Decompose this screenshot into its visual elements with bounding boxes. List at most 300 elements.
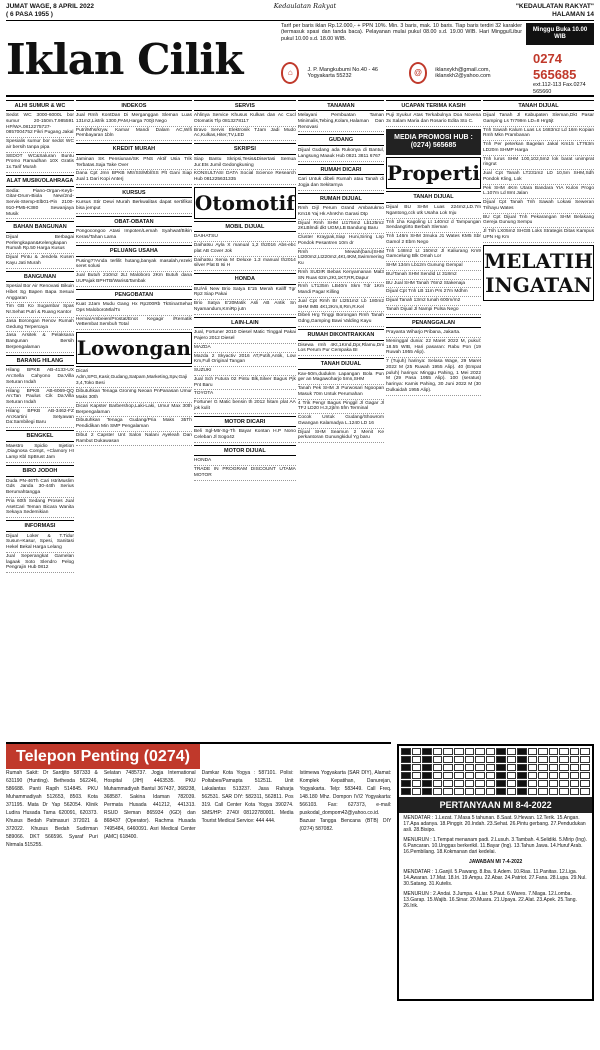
telepon-col: Rumah Sakit: Dr Sardjito 587333 & 631190 (Hunting). Bethesda 562246, 586688. Panti Rapih 514845. PKU Muhammadiyah 512653, 8503. Kota 371195. Mata Dr Yap 562054. Klinik Ludira Husada Tama 620091, 620373. Khusus Bedah Patmasuri 372021 & 372022. Khusus Bedah Sudirman 589066. DKT 566596. Syaraf Puri Nirmala 515255. xyxy=(6,769,98,848)
section-heading: MOTOR DICARI xyxy=(194,418,296,428)
crossword-cell xyxy=(570,764,580,771)
classified-section xyxy=(6,430,74,463)
classified-ad: Tnh 1ha Kagoling Lt 140m2 d Tampungan Sendangtirto Berbah Sleman xyxy=(386,219,481,234)
phone-ext: ext.112-113 Fax.0274 565660 xyxy=(533,82,586,95)
classified-ad: Meninggal dunia: 22 Maret 2022 M, pukul: 18.55 WIB, Hari pasaran: Rabu Pon (19 Ruwah 1955 Alip). xyxy=(386,338,481,358)
crossword-cell xyxy=(559,756,569,763)
classified-ad: Dijual Cpt Tanah Tnh Sawah Lokasi Seweran Trihayu Wates xyxy=(483,199,594,214)
classified-ad: SEDOT WC&Saluran Buntu Promo Ramadhan 10X Gratis 1x.Tarif Murah xyxy=(6,153,74,173)
classified-ad: Tnh lurus SHM 100,102,5m2 lok barat unimprat ringrut xyxy=(483,156,594,171)
classified-ad: Kursus Stir Dewi Murah Berkwalitas dapat sertifikat bisa jemput xyxy=(76,199,192,214)
classified-ad: Pongocongoo Atasi Impoten/Lemah Syahwat/Bikin Keras/Tahan Lama xyxy=(76,228,192,243)
classified-section xyxy=(6,221,74,268)
classified-ad: Rmh Dijl Perum Grand Ambarukmo Km16 Yaj Hk AhnKhn Garasi Dtp xyxy=(298,205,384,220)
issue-date: JUMAT WAGE, 8 APRIL 2022 xyxy=(6,3,95,10)
classified-section xyxy=(6,355,74,428)
section-heading: MOBIL DIJUAL xyxy=(194,223,296,233)
crossword-cell xyxy=(517,772,527,779)
classified-ad: Daihatsu Xenia M Deluxe 1.3 manual th2014 silver Plat B Isi H xyxy=(194,257,296,272)
classified-ad: TRADE IN PROGRAM DISCOUNT UTAMA MOTOR xyxy=(194,466,296,481)
classified-ad: Dijual Tanah Jl Kabupaten Sleman,Dkt Pasar Gamping Ls Tr799m LD=8 Hrg5jt xyxy=(483,112,594,127)
classified-ad: Tanah Pek SHM JI Purwosari Ngoopan Masuk 70m Untuk Perumahan xyxy=(298,385,384,400)
classified-ad: Tnh Sawah Kalum Luas Ls 1683m2 Ld 16m Kopian Rmh Mkn Prambanan xyxy=(483,127,594,142)
section-heading: TANAH DIJUAL xyxy=(483,102,594,112)
classified-ad: Rmh LT135m LB40m Skm Tdr 1Km Mandi Pagar Killing xyxy=(298,283,384,298)
crossword-cell xyxy=(454,788,464,795)
media-promo-box: MEDIA PROMOSI HUB : (0274) 565685 xyxy=(386,129,481,156)
classified-ad: Tnh Per peterkan Bagelan Jakal Km15 LT763m LD20m SHMP Harga xyxy=(483,141,594,156)
crossword-cell xyxy=(465,772,475,779)
issue-pasa: ( 6 PASA 1955 ) xyxy=(6,10,53,18)
classified-ad: Dijual SHM Seamun 2 Menit Ke perkantoran Gunungkidul Yg baru xyxy=(298,429,384,444)
crossword-cell xyxy=(559,788,569,795)
crossword-cell xyxy=(528,764,538,771)
crossword-cell xyxy=(443,772,453,779)
crossword-cell xyxy=(549,764,559,771)
classified-ad: Mazda 2 Skyactiv 2016 AT,Putih,Antik, Low Km,Full Original Tangan xyxy=(194,353,296,368)
crossword-cell xyxy=(538,756,548,763)
classified-section xyxy=(298,358,384,443)
crossword-cell xyxy=(580,772,590,779)
telepon-col: Istimewa Yogyakarta (SAR DIY), Alamat: Komplek Kepatihan, Danurejan, Yogyakarta. Telp: 583449. Call Freq. 148.180 Mhz. Dompon IV/2 Yogyakarta: 566103. Fax: 627373, e-mail: puskodal_dompom42@yahoo.co.id. Bazuar Tangga Bencana (BTB) DIY (0274) 587082. xyxy=(299,769,392,832)
classified-ad: Dijual Tanah 13m2 tunah 600m/m2 xyxy=(386,297,481,306)
classified-section xyxy=(386,317,481,396)
section-heading: LAIN-LAIN xyxy=(194,319,296,329)
classified-ad: Spesial Bor Air Renovasi Bikuin Hibet Sg Bapen Bapa Sesuai Anggaran xyxy=(6,283,74,303)
crossword-cell xyxy=(549,788,559,795)
crossword-cell xyxy=(496,772,506,779)
section-heading: KREDIT MURAH xyxy=(76,145,192,155)
crossword-cell xyxy=(507,772,517,779)
classified-ad: Jasa Borongan Renov Rumah Gedung Terpercaya xyxy=(6,318,74,333)
crossword-cell xyxy=(549,772,559,779)
classified-ad: Hemia/Ambeien/Prostat/Enot Kegagir /Rematik VeBembat Sembuh Total xyxy=(76,316,192,331)
crossword-cell xyxy=(465,780,475,787)
section-heading: ALHI SUMUR & WC xyxy=(6,102,74,112)
classified-ad: Dijual BU SHM Luas 224m2,LD.7m Ngantong,cck utk Usaha Lok Inju xyxy=(386,204,481,219)
classified-section xyxy=(298,134,384,161)
crossword-cell xyxy=(433,780,443,787)
classified-section xyxy=(386,191,481,314)
crossword-cell xyxy=(528,780,538,787)
crossword-cell xyxy=(528,756,538,763)
classified-section xyxy=(194,445,296,481)
classified-ad: Dana Cpt Jmn BPKB Mtr/SS/Mbl/SS Plt Gani Siap Jual 1 Dari Kopi Anterj xyxy=(76,170,192,185)
classified-ad: HONDA xyxy=(194,457,296,466)
crossword-cell xyxy=(443,780,453,787)
classified-section xyxy=(194,100,296,142)
crossword-cell xyxy=(507,748,517,755)
crossword-cell xyxy=(559,764,569,771)
crossword-cell xyxy=(570,788,580,795)
crossword-grid xyxy=(399,746,592,797)
crossword-cell xyxy=(486,756,496,763)
classified-column xyxy=(76,100,192,740)
crossword-cell xyxy=(401,772,411,779)
telepon-col: Selatan 7485737. Jogja International Hospital (JIH) 4463535. PKU Muhammadiyah Bantul 367437, 368238, 368587. Sakina Idaman 782039. Permata Husada 441212, 441313. RSUD Sleman 865934 (IGD) dan 868437 (Operator). Rachma Husada 7495484, 6460091. Asri Medical Center (AMC) 618400. xyxy=(103,769,196,840)
classified-ad: BU Jual SHM Tanah 76m2 Stakenaja xyxy=(386,280,481,289)
crossword-cell xyxy=(559,780,569,787)
page-header xyxy=(6,3,594,21)
page-number: HALAMAN 14 xyxy=(552,10,594,18)
classified-ad: Jual Seperangkat Gamelan lagaak Soto Slendro Pelog Pengrajin Hub 0812 xyxy=(6,553,74,573)
section-heading: RUMAH DIKONTRAKKAN xyxy=(298,331,384,341)
classified-ad: Fortuner G Matic bensin th 2012 hitam plat AA jok kulit xyxy=(194,399,296,414)
classified-ad: Rmh Mewah(baru)SHM Lt200m2,Lt220m2,4Kt,4KM,Swimmering Ku xyxy=(298,249,384,269)
section-heading: INFORMASI xyxy=(6,522,74,532)
classified-ad: Dibeli Hrg Tinggi Borongan Rmh Tanah Gdng,Gamping Bawi Valding Kayu xyxy=(298,312,384,327)
classified-section xyxy=(6,271,74,353)
section-heading: KURSUS xyxy=(76,189,192,199)
crossword-cell xyxy=(475,788,485,795)
classified-ad: Cocok Untuk Gudang/Showrom Gwangan Kalamadya L.1240 LD 16 xyxy=(298,414,384,429)
crossword-cell xyxy=(465,764,475,771)
crossword-cell xyxy=(496,764,506,771)
classified-ad: Dijual Rmh SHM Lt175m2 Lb125m2 2KLBlmdi dkt UGM,LB Bandung Baru xyxy=(298,220,384,235)
section-banner: Otomotif xyxy=(194,187,296,219)
email-address: iklanxykh@gmail.com, iklanxkh2@yahoo.com xyxy=(435,66,491,80)
crossword-cell xyxy=(401,748,411,755)
section-heading: INDEKOS xyxy=(76,102,192,112)
sunday-open-badge: Minggu Buka 10.00 WIB xyxy=(526,23,594,45)
crossword-cell xyxy=(528,788,538,795)
crossword-cell xyxy=(559,748,569,755)
classified-ad: KONSULTASI DATA Social Science Research Hub 081225631335 xyxy=(194,170,296,185)
crossword-cell xyxy=(422,748,432,755)
crossword-cell xyxy=(433,788,443,795)
crossword-cell xyxy=(538,772,548,779)
section-heading: BANGUNAN xyxy=(6,273,74,283)
crossword-title: PERTANYAAN MI 8-4-2022 xyxy=(399,797,592,814)
classified-section xyxy=(194,416,296,443)
classified-ad: SHM 134m Lb12m Gunung Gempal xyxy=(386,262,481,271)
crossword-cell xyxy=(580,764,590,771)
classified-ad: Sedia: Piano-Organ-Keyb-Gitar-Drum-Biola New/2nd-Servis-Stemp-Elb01-Pin 2100-910-PM5-K380 Sewanjaya Musik xyxy=(6,188,74,220)
crossword-cell xyxy=(401,756,411,763)
crossword-cell xyxy=(433,772,443,779)
crossword-cell xyxy=(570,772,580,779)
section-banner: Properti xyxy=(386,157,481,189)
classified-section xyxy=(194,317,296,414)
crossword-cell xyxy=(580,788,590,795)
tariff-notice: Tarif per baris iklan Rp.12.000,- + PPN 10%. Min. 3 baris, mak. 10 baris. Tiap baris terdiri 32 karakter (termasuk spasi dan tanda baca). Pelayanan mulai pukul 08.00 s.d. 19.00 WIB. Hari Minggu/Libur pukul 10.00 s.d. 18.00 WIB. xyxy=(281,22,522,42)
crossword-cell xyxy=(507,780,517,787)
classified-ad: Jual, Fortuner 2010 Diesel Matic Tinggal Pakai Pajero 2012 Diesel xyxy=(194,329,296,344)
crossword-cell xyxy=(475,748,485,755)
classified-ad: Jual Sch Futura 02 Pintu Blk,Silver Bagus Pjk Pnt Baru xyxy=(194,376,296,391)
classified-section xyxy=(194,273,296,315)
paper-title: "KEDAULATAN RAKYAT" xyxy=(515,3,594,10)
crossword-cell xyxy=(412,748,422,755)
classified-ad: Hilang BPKB AB-3462-FZ An:Kartini Setyawan Da:Sambilegi Baru xyxy=(6,408,74,428)
section-heading: PELUANG USAHA xyxy=(76,247,192,257)
classified-ad: 4 Trik Pengr Bagus Pinggil Jl Gagar Jl TFJ LD20 H.3,2jt/m 5fm Terminal xyxy=(298,400,384,415)
crossword-cell xyxy=(486,748,496,755)
classified-ad: Dijual Loker & T.Tidur Susun+Kasur, Spesi, Sanitasi Hekel Bekal Harga Lelang xyxy=(6,533,74,553)
classified-column xyxy=(6,100,74,740)
crossword-cell xyxy=(517,764,527,771)
crossword-cell xyxy=(549,780,559,787)
section-heading: BARANG HILANG xyxy=(6,357,74,367)
crossword-cell xyxy=(549,756,559,763)
crossword-cell xyxy=(422,780,432,787)
section-heading: TANAMAN xyxy=(298,102,384,112)
section-heading: HONDA xyxy=(194,275,296,285)
section-heading: BAHAN BANGUNAN xyxy=(6,223,74,233)
crossword-cell xyxy=(454,764,464,771)
crossword-cell xyxy=(412,764,422,771)
classified-ad: Rmh SUDIR Bebas Kenyamanan Mal3 SN Ruas 62m,2Kt,1KT,RR,Dapur xyxy=(298,269,384,284)
contact-info xyxy=(281,51,594,95)
crossword-cell xyxy=(496,780,506,787)
mail-icon: @ xyxy=(409,62,427,84)
section-banner: Lowongan xyxy=(76,332,192,364)
crossword-cell xyxy=(433,756,443,763)
classified-ad: Putri/Mhs/kryw. Kamar Mandi Dalam AC,Wifi Pembayaran 1bln xyxy=(76,127,192,142)
crossword-cell xyxy=(538,788,548,795)
crossword-cell xyxy=(538,764,548,771)
classified-ad: Maestro Spidio Injetion ,Diagnosa Compt, +Clamory HI Lamp Kbl SpBrust Jam xyxy=(6,443,74,463)
telepon-title: Telepon Penting (0274) xyxy=(6,744,200,769)
crossword-cell xyxy=(422,772,432,779)
classified-ad: Dibut 2 Capster Unt Salon Nalani Ayeleah Dan Rambut Dukawasan xyxy=(76,432,192,447)
classified-ad: Brio Satya E'20Matik Asli AB Antik Sn Nyamandum,KmiRp jutn xyxy=(194,300,296,315)
crossword-cell xyxy=(528,772,538,779)
crossword-cell xyxy=(486,780,496,787)
crossword-cell xyxy=(422,788,432,795)
classified-section xyxy=(76,216,192,243)
classified-ad: Cari Untuk dibeli Rumah atau Tanah di Jogja dan Sekitarnya xyxy=(298,176,384,191)
section-heading: BIRO JODOH xyxy=(6,467,74,477)
crossword-cell xyxy=(570,748,580,755)
classified-section xyxy=(6,175,74,219)
classified-ad: TOYOTA xyxy=(194,390,296,399)
classified-ad: BU/Tanah SHM Sendid Lt 318m2 xyxy=(386,271,481,280)
classified-section xyxy=(76,245,192,287)
classified-ad: Beli Sgl-Mtr-Sg-Th Bayar Kontan H.P Nono Celeban Jl Sogo42 xyxy=(194,428,296,443)
classified-section xyxy=(76,143,192,185)
classified-ad: Dibutuhkan Tenaga Gudang/Pria Maks 35Th Pendidikan Min SMP Pengalaman xyxy=(76,417,192,432)
crossword-cell xyxy=(422,764,432,771)
classified-ad: 7 (Tujuh) harinya: Selasa Wage, 29 Maret 2022 M (25 Ruwah 1955 Alip). 40 (Empat puluh) harinya: Minggu Pahing, 1 Mei 2022 M (29 Pasa 1955 Alip). 100 (seratus) harinya: Kamis Pahing, 30 Juni 2022 M (30 Dulkaidah 1955 Alip). xyxy=(386,358,481,396)
crossword-cell xyxy=(580,748,590,755)
crossword-cell xyxy=(401,764,411,771)
section-heading: SKRIPSI xyxy=(194,145,296,155)
office-address: J. P. Mangkubumi No.40 - 46 Yogyakarta 55232 xyxy=(307,66,378,80)
classified-ad: Puji Syukur Atas Terkabulnya Doa Novena 3x Salam Maria dan Rosario Edita Sto C. xyxy=(386,112,481,127)
section-heading: TANAH DIJUAL xyxy=(298,360,384,370)
classified-section xyxy=(386,100,481,127)
classified-section xyxy=(6,100,74,173)
classified-ad: Tim GB Ko Sugambar Spas Nr.Sehat Putri & Ruang Kantor xyxy=(6,303,74,318)
crossword-cell xyxy=(559,772,569,779)
section-heading: TANAH DIJUAL xyxy=(386,193,481,203)
classified-ad: Tnh 148m2 Lt 150m2 Jl Kaliurang Km9 Gamcelung Blk Omah Lor xyxy=(386,248,481,263)
crossword-cell xyxy=(422,756,432,763)
crossword-cell xyxy=(443,788,453,795)
section-banner: MELATIH INGATAN xyxy=(483,245,594,301)
classified-ad: Ahlinya Service Khusus Kulkas dan Ac Cucl Otomatis Tlp 0813278117 xyxy=(194,112,296,127)
classified-ad: Dijual Berbagai Perlengkapan&Kelengkapan Rumah Rp.50 Harga Kusus xyxy=(6,234,74,254)
classified-column xyxy=(483,100,594,740)
crossword-cell xyxy=(538,748,548,755)
crossword-cell xyxy=(433,748,443,755)
crossword-cell xyxy=(549,748,559,755)
classified-ad: Jual Cpt Tanah LT231m2 LD 10,5m SHM,Sdh Pondok Kling, Lok xyxy=(483,170,594,185)
crossword-cell xyxy=(401,788,411,795)
classified-ad: BU Cpt Dijual Tnh Pekarangan SHM Belakang Gereja Gunung Sempu xyxy=(483,214,594,229)
section-title: Iklan Cilik xyxy=(6,34,243,84)
crossword-cell xyxy=(454,772,464,779)
crossword-cell xyxy=(465,788,475,795)
clues-mendatar: MENDATAR : 1.Lezat. 7.Masa 5 tahunan. 8.Saat. 9.Hewan. 12.Terik. 15.Angan. 17.Apa adanya. 18.Pinggir. 20.Indah. 23.Sehat. 26.Pintu gerbang. 27.Pendudukan asli. 28.Bisipo. xyxy=(403,815,586,834)
classified-ad: Hilang BPKB AB-6069-QQ An:Tan Paulus Cik Da:Villa Seturan Indah xyxy=(6,388,74,408)
classified-ad: Cluster Kraypak,Siap Huni,Siring Lnp Pondok Pesantren 10m dr xyxy=(298,234,384,249)
crossword-cell xyxy=(517,780,527,787)
classified-ad: BU/Ali New Brio Satya E'15 Merah Kaliff Tgr Rp2 Siap Pakai xyxy=(194,286,296,301)
classified-column xyxy=(298,100,384,740)
crossword-cell xyxy=(465,756,475,763)
classified-section xyxy=(483,100,594,243)
classified-ad: Pusing??Anda terlilit hutang,banyak masalah,rezeki seret solusi xyxy=(76,258,192,273)
classified-section xyxy=(194,143,296,185)
classified-ad: Sedot WC 3000-6000L bor sumur 20-150m.T.985591 HP/WA.0812275727-0857004752 Fikri Pugang Jakal xyxy=(6,112,74,138)
answers-title: JAWABAN MI 7-4-2022 xyxy=(468,859,523,866)
crossword-cell xyxy=(475,772,485,779)
classified-section xyxy=(298,193,384,327)
classified-ad: Jual Butuh 210m2 2Lt Maloboro 2Km Butuh dana UUPajak BPHTB/Waris&Tambak xyxy=(76,272,192,287)
classified-ad: DAIHATSU xyxy=(194,233,296,242)
section-heading: PENGOBATAN xyxy=(76,291,192,301)
classified-section xyxy=(298,164,384,191)
classified-ad: Daihatsu Ayla X manual 1,2 th2016 Abs-ebc plat AB Cover Jok xyxy=(194,242,296,257)
classified-section xyxy=(76,289,192,331)
crossword-cell xyxy=(486,788,496,795)
crossword-cell xyxy=(443,748,453,755)
classified-grid xyxy=(6,100,594,740)
crossword-cell xyxy=(507,788,517,795)
crossword-cell xyxy=(496,756,506,763)
classified-ad: Tnh 146m SHM 3muka J1 Wates KM5 Sbr Gamol 2 Ebrn Nego xyxy=(386,233,481,248)
crossword-cell xyxy=(412,780,422,787)
masthead xyxy=(6,23,594,97)
crossword-cell xyxy=(496,788,506,795)
classified-section xyxy=(6,520,74,573)
crossword-cell xyxy=(454,756,464,763)
classified-ad: Kav-50m,dudukm Lapangan Bola Pun ger an Magawoharjo 5mn,SHM xyxy=(298,371,384,386)
phone-number: 0274 565685 xyxy=(533,50,577,82)
classified-ad: Dicari Adm,SPG,Kasir,Gudang,Satpam,Marketing,Spv,Gaji 3,4,Toko Besi xyxy=(76,368,192,388)
classified-ad: Pria 60th Sedang Proses Jual AsetCari Teman Bicara Wanita Sekaya Sedemikian xyxy=(6,498,74,518)
crossword-cell xyxy=(517,748,527,755)
answers-mendatar: MENDATAR : 1.Ganjil. 5.Pawang. 8.Iba. 9.Adem. 10.Rias. 11.Panitas. 12.Liga. 14.Awaran. 17.Mat. 18.Iri. 19.Ampu. 22.Abar. 24.Patriot. 27.Fana. 28.Lupa. 29.Nul. 30.Satang. 31.Kutelis. xyxy=(403,869,587,888)
classified-ad: Jasa Arsitek & Pelaksana Bangunan Bersih Berpengalaman xyxy=(6,332,74,352)
section-heading: RUMAH DICARI xyxy=(298,166,384,176)
clues-menurun: MENURUN : 1.Tempat menanam padi. 2.Lusuh. 3.Tambah. 4.Selidiki. 5.Mirip (Ing). 6.Pancaran. 10.Unggas berkerikil. 11.Bayar (lng). 13.Tahun Jawa. 14.Huruf Arab. 16.Pembilang. 18.Kokmanan dari kedelai. xyxy=(403,837,588,856)
location-icon: ⌂ xyxy=(281,62,299,84)
section-heading: UCAPAN TERIMA KASIH xyxy=(386,102,481,112)
classified-ad: SUZUKI xyxy=(194,367,296,376)
crossword-cell xyxy=(580,756,590,763)
classified-ad: Dijual Cpt Tnh LB 11m Prs 27m Mdhm xyxy=(386,288,481,297)
classified-section xyxy=(298,329,384,356)
classified-ad: Dijual Gudang ada Rukonya di Bantul, Langsung Maauk Hub 0821 3811 6767 xyxy=(298,147,384,162)
crossword-cell xyxy=(570,756,580,763)
crossword-cell xyxy=(507,764,517,771)
classified-ad: Dibutuhkan Tenaga Gronmg Neoan PnPanasan Umur Maks 30th xyxy=(76,388,192,403)
classified-ad: Melayani Pembuatan Taman Minimalis,Tebing,Kolam,Halaman Dan Renovasi xyxy=(298,112,384,132)
classified-ad: Jual Cpt Rmh Br Lt251m2 Lb 180m2 SHM IMB 4Kt,2Km,8,Rm,R.Kel xyxy=(298,298,384,313)
crossword-cell xyxy=(443,756,453,763)
crossword-cell xyxy=(507,756,517,763)
crossword-cell xyxy=(433,764,443,771)
paper-name: Kedaulatan Rakyat xyxy=(273,2,337,10)
classified-ad: Disewa rmh 4Kt,1Kmd,Dpr,Rlamu,Dni Los Perum Pur Cempaka BI xyxy=(298,342,384,357)
crossword-cell xyxy=(486,772,496,779)
crossword-cell xyxy=(517,788,527,795)
telepon-col: Damkar Kota Yogya : 587101. Polisi: Poltabes/Pamapta 512511. Unit Lakalantas 513237. Jasa Raharja 562531. SAR DIY: 582311, 562811. Pos 319. Call Center Kota Yogya 390274. SMS/HP: 2740/ 08122780001. Media Tourist Medical Service: 444 444. xyxy=(201,769,294,824)
section-heading: SERVIS xyxy=(194,102,296,112)
section-heading: ALAT MUSIK/OLAHRAGA xyxy=(6,177,74,187)
classified-ad: Siap Bantu Skripsi,Tesis&Disertasi Semua Jur.Ets Jumil Gedongkuning xyxy=(194,156,296,171)
classified-section xyxy=(76,187,192,214)
crossword-cell xyxy=(475,780,485,787)
crossword-cell xyxy=(486,764,496,771)
crossword-cell xyxy=(475,764,485,771)
crossword-cell xyxy=(412,772,422,779)
crossword-cell xyxy=(580,780,590,787)
crossword-cell xyxy=(465,748,475,755)
classified-ad: Dicari Kapster Barbershop,Laki-Laki, Umur Max 30th Berpengalaman xyxy=(76,403,192,418)
crossword-cell xyxy=(454,748,464,755)
classified-ad: Kuat 2Jam Mudu Gang Hx Rp200Rb TkSinarSehat Ops MaloboroMlalTx xyxy=(76,301,192,316)
crossword-box xyxy=(397,744,594,1001)
classified-ad: Tanah Dijual Jl Nampi Pulsa Nego xyxy=(386,306,481,315)
crossword-cell xyxy=(538,780,548,787)
classified-section xyxy=(194,221,296,271)
crossword-cell xyxy=(496,748,506,755)
classified-ad: Dijual Pintu & Jendela Kusen Kayu Jati Murah xyxy=(6,254,74,269)
section-heading: PENANGGALAN xyxy=(386,319,481,329)
section-heading: GUDANG xyxy=(298,136,384,146)
crossword-cell xyxy=(528,748,538,755)
classified-column xyxy=(194,100,296,740)
section-heading: MOTOR DIJUAL xyxy=(194,447,296,457)
crossword-cell xyxy=(475,756,485,763)
classified-ad: Spesialis sumur bor sedot WC air bersih tanpa pipa xyxy=(6,138,74,153)
classified-column xyxy=(386,100,481,740)
classified-section xyxy=(6,465,74,518)
crossword-cell xyxy=(412,756,422,763)
telepon-penting xyxy=(6,742,391,1001)
answers-menurun: MENURUN : 2.Andai. 3.Jumpa. 4.Liar. 5.Paut. 6.Wares. 7.Nlaga. 12.Lomba. 13.Garap. 15.Wajib. 16.Sinar. 20.Muara. 21.Upaya. 22.Alat. 23.Apek. 25.Tang. 26.Irik. xyxy=(403,891,577,910)
crossword-cell xyxy=(570,780,580,787)
classified-ad: Hilang BPKB AB-4133-UX An:Sella Cahyono Da:Villa Seturan Indah xyxy=(6,367,74,387)
crossword-cell xyxy=(517,756,527,763)
classified-ad: Jl Trih LX05m2 SHGB Loks Strategis Ditas Kampus UPN Hg Km xyxy=(483,228,594,243)
classified-section xyxy=(76,100,192,142)
crossword-cell xyxy=(443,764,453,771)
classified-ad: Jaminan SK Pensiunan/SK PNS Aktif Usia Trik Terbatas.Saja Take Over xyxy=(76,156,192,171)
section-heading: BENGKEL xyxy=(6,432,74,442)
classified-ad: Bravo Servis Elektronik TJam Jadi Mudo Ac,Kulkas,Hiter,TV,LED xyxy=(194,127,296,142)
crossword-cell xyxy=(401,780,411,787)
classified-ad: Jual Rmh KontDan Di Merganggan Sleman Luas 131m2,Listrik 1300,PAM,Harga 700jt Nego xyxy=(76,112,192,127)
classified-section xyxy=(76,366,192,446)
classified-ad: Pek SHM 4Km Utara Bandara YIA Kulon Progo L.107m Ld 8mt Jalan xyxy=(483,185,594,200)
crossword-cell xyxy=(412,788,422,795)
classified-ad: Duda PN-46Th Cari IstriMuslim Gds Janda 30-44th Serius Berumahtangga xyxy=(6,478,74,498)
